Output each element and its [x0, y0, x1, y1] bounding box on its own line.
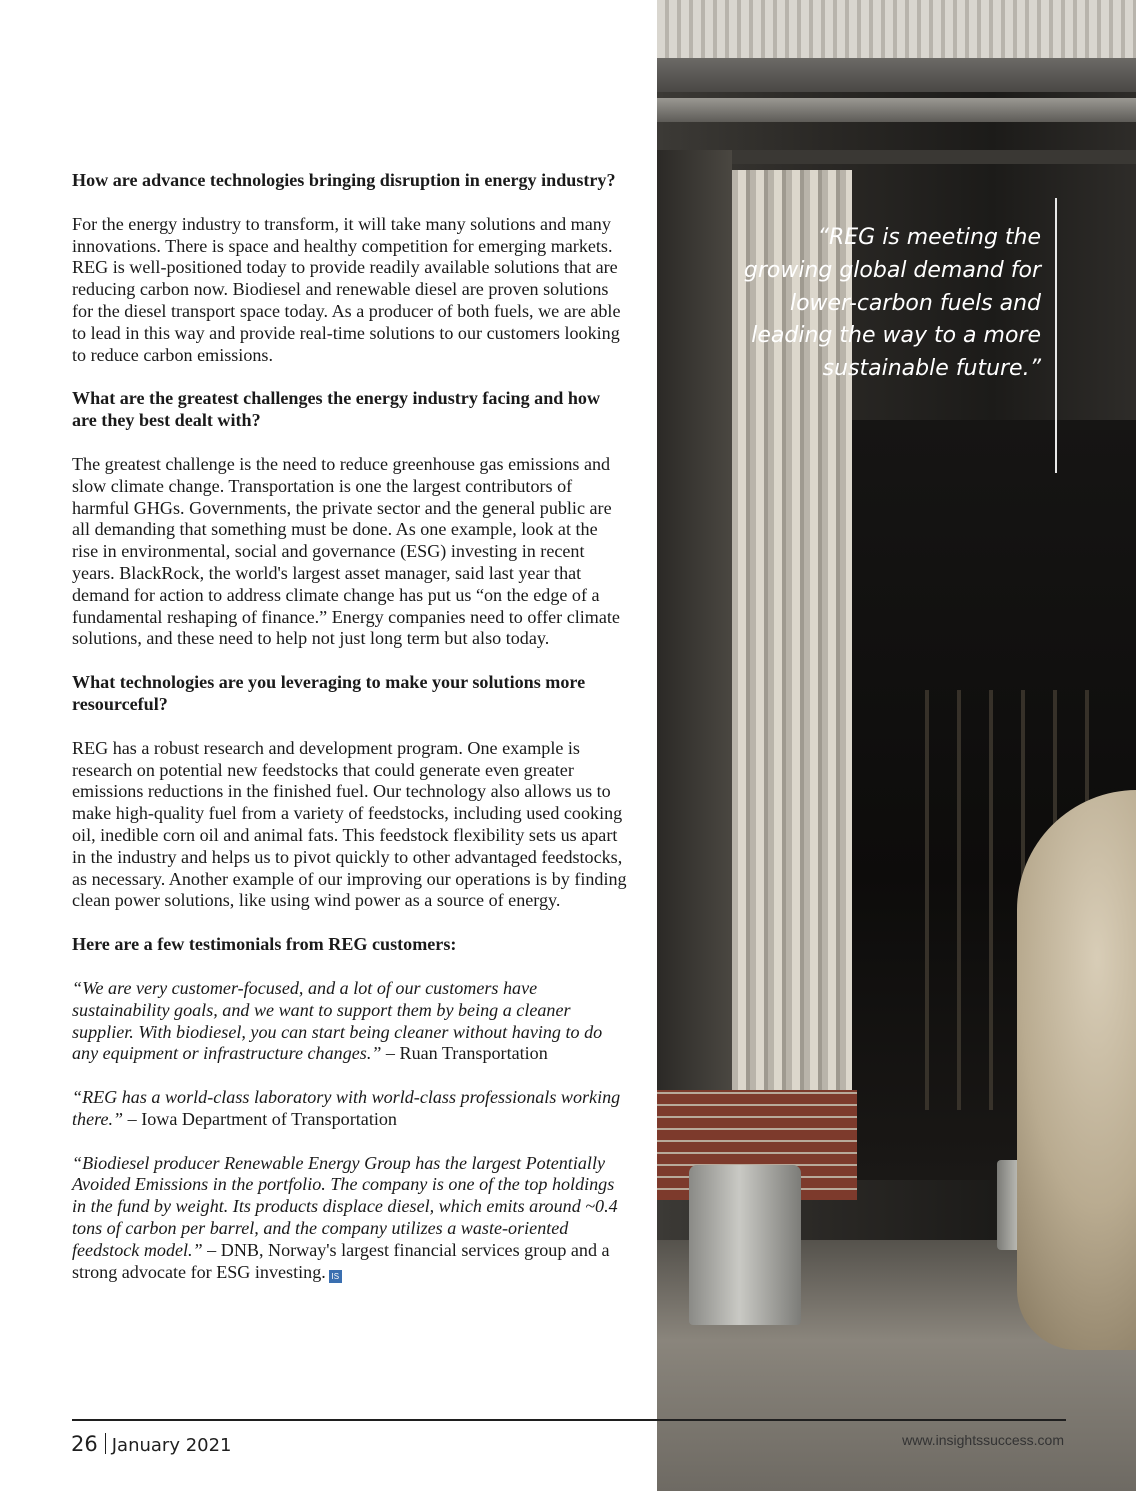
testimonial-quote: “Biodiesel producer Renewable Energy Group has the largest Potentially Avoided Emissions in the portfolio. The company is one of the top holdings in the fund by weight. Its products displace diesel, which emits around ~0.4 tons of carbon per barrel, and the company utilizes a waste-oriented feedstock model.”: [72, 1152, 618, 1260]
testimonial-quote: “We are very customer-focused, and a lot of our customers have sustainability goals, and we want to support them by being a cleaner supplier. With biodiesel, you can start being cleaner without having to do any equipment or infrastructure changes.”: [72, 977, 603, 1064]
footer-rule: [72, 1419, 1066, 1421]
worker-photo: [657, 0, 1136, 1491]
question-heading: What technologies are you leveraging to make your solutions more resourceful?: [72, 672, 586, 714]
testimonial-source: – Ruan Transportation: [381, 1043, 548, 1064]
photo-beam: [657, 58, 1136, 92]
end-mark-icon: IS: [329, 1270, 342, 1283]
photo-trash-can: [689, 1165, 801, 1325]
pull-quote-bar: [1055, 198, 1057, 473]
testimonials-heading: Here are a few testimonials from REG customers:: [72, 934, 457, 955]
page-number: 26: [71, 1432, 98, 1456]
photo-beam: [657, 98, 1136, 122]
issue-date: January 2021: [111, 1435, 232, 1456]
footer-url[interactable]: www.insightssuccess.com: [902, 1432, 1064, 1448]
answer-paragraph: REG has a robust research and development program. One example is research on potential new feedstocks that could generate even greater emissions reductions in the finished fuel. Our technology also allows us to make high-quality fuel from a variety of feedstocks, including used cooking oil, inedible corn oil and animal fats. This feedstock flexibility sets us apart in the industry and helps us to pivot quickly to other advantaged feedstocks, as necessary. Another example of our improving our operations is by finding clean power solutions, like using wind power as a source of energy.: [72, 737, 627, 911]
pull-quote: “REG is meeting the growing global demand for lower-carbon fuels and leading the way to a more sustainable future.”: [743, 225, 1041, 382]
testimonial: [72, 1087, 627, 1131]
footer-separator: [105, 1433, 106, 1454]
photo-worker: [1017, 790, 1136, 1350]
question-heading: What are the greatest challenges the energy industry facing and how are they best dealt with?: [72, 388, 601, 431]
question-heading: How are advance technologies bringing disruption in energy industry?: [72, 170, 616, 190]
article-column: [72, 170, 627, 1305]
answer-paragraph: For the energy industry to transform, it will take many solutions and many innovations. There is space and healthy competition for emerging markets. REG is well-positioned today to provide readily available solutions that are reducing carbon now. Biodiesel and renewable diesel are proven solutions for the diesel transport space today. As a producer of both fuels, we are able to lead in this way and provide real-time solutions to our customers looking to reduce carbon emissions.: [72, 213, 621, 365]
testimonial-quote: “REG has a world-class laboratory with world-class professionals working there.”: [72, 1087, 621, 1129]
testimonial: [72, 1153, 627, 1284]
testimonial-source: – DNB, Norway's largest financial services group and a strong advocate for ESG investing.: [72, 1239, 610, 1282]
photo-roof: [657, 0, 1136, 60]
testimonial: [72, 978, 627, 1065]
photo-shadow: [657, 150, 732, 1100]
answer-paragraph: The greatest challenge is the need to reduce greenhouse gas emissions and slow climate change. Transportation is one the largest contributors of harmful GHGs. Governments, the private sector and the general public are all demanding that something must be done. As one example, look at the rise in environmental, social and governance (ESG) investing in recent years. BlackRock, the world's largest asset manager, said last year that demand for action to address climate change has put us “on the edge of a fundamental reshaping of finance.” Energy companies need to offer climate solutions, and these need to help not just long term but also today.: [72, 453, 620, 649]
testimonial-source: – Iowa Department of Transportation: [123, 1108, 397, 1129]
page-footer: [71, 1432, 232, 1456]
